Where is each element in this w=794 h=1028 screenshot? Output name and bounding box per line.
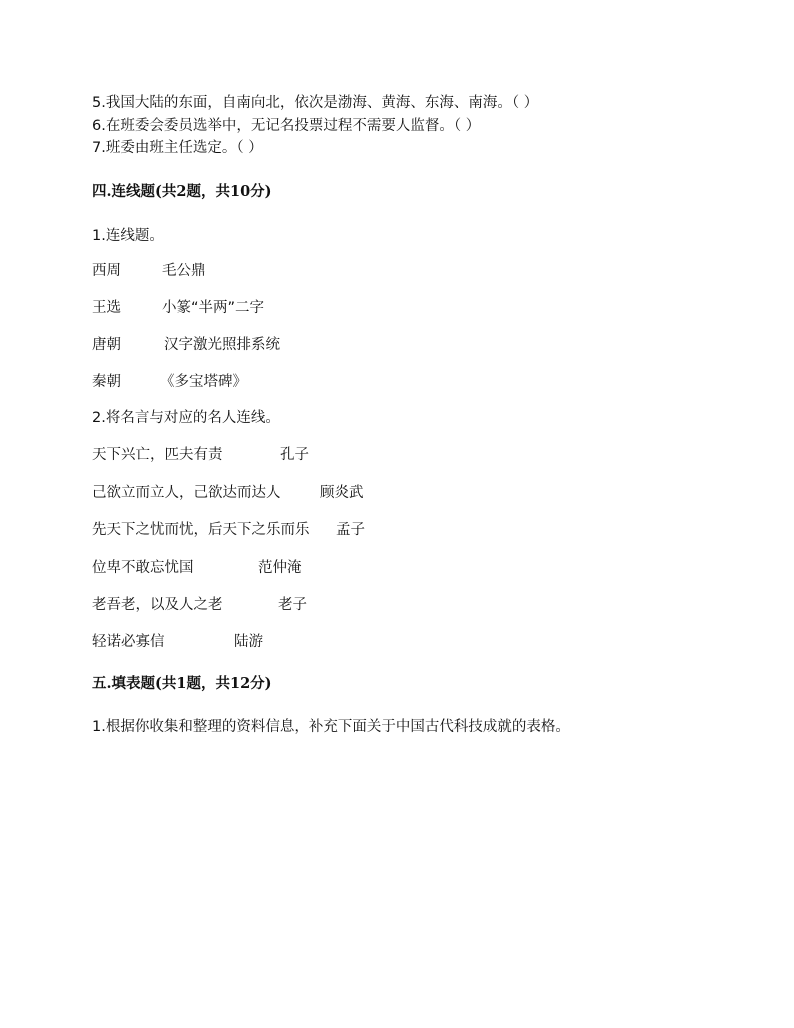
quote: 位卑不敢忘忧国 [92, 560, 194, 576]
person-name: 顾炎武 [320, 485, 364, 501]
section-4-heading: 四.连线题(共2题，共10分) [92, 183, 272, 200]
matching-left: 王选 [92, 300, 121, 316]
judgement-item-7: 7.班委由班主任选定。（ ） [92, 140, 263, 156]
matching-question-2-prompt: 2.将名言与对应的名人连线。 [92, 410, 280, 426]
quote: 己欲立而立人，己欲达而达人 [92, 485, 281, 501]
judgement-item-5: 5.我国大陆的东面，自南向北，依次是渤海、黄海、东海、南海。（ ） [92, 95, 539, 111]
person-name: 老子 [278, 597, 307, 613]
matching-right: 汉字激光照排系统 [164, 337, 280, 353]
matching-right: 小篆“半两”二字 [162, 300, 265, 316]
quote: 老吾老，以及人之老 [92, 597, 223, 613]
judgement-item-6: 6.在班委会委员选举中，无记名投票过程不需要人监督。（ ） [92, 118, 481, 134]
person-name: 孟子 [336, 522, 365, 538]
matching-question-1-prompt: 1.连线题。 [92, 228, 164, 244]
matching-left: 西周 [92, 263, 121, 279]
quote: 天下兴亡，匹夫有责 [92, 447, 223, 463]
matching-left: 秦朝 [92, 374, 121, 390]
person-name: 陆游 [234, 634, 263, 650]
quote: 轻诺必寡信 [92, 634, 165, 650]
quote: 先天下之忧而忧，后天下之乐而乐 [92, 522, 310, 538]
fill-table-question-1: 1.根据你收集和整理的资料信息，补充下面关于中国古代科技成就的表格。 [92, 719, 570, 735]
person-name: 范仲淹 [258, 560, 302, 576]
section-5-heading: 五.填表题(共1题，共12分) [92, 675, 272, 692]
person-name: 孔子 [280, 447, 309, 463]
matching-left: 唐朝 [92, 337, 121, 353]
matching-right: 毛公鼎 [162, 263, 206, 279]
matching-right: 《多宝塔碑》 [160, 374, 247, 390]
